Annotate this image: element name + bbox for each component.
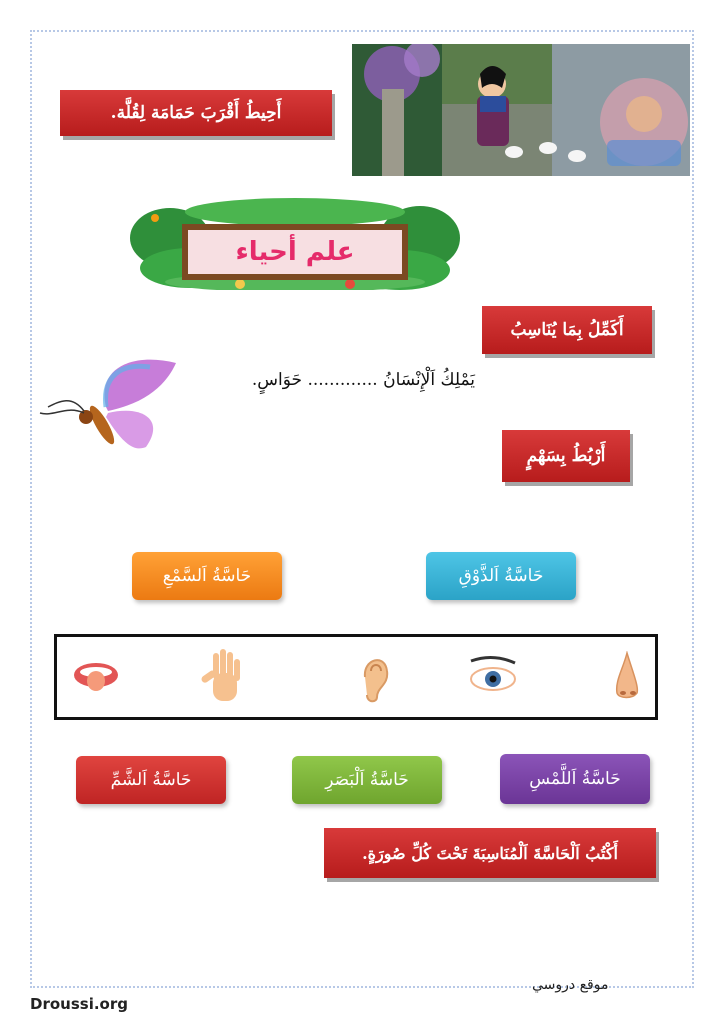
instruction-write-sense (324, 828, 656, 878)
instruction-connect-text: أَرْبُطُ بِسَهْمٍ (526, 446, 606, 466)
nose-icon[interactable] (609, 651, 643, 703)
label-smell[interactable] (76, 756, 226, 804)
sense-images-box (54, 634, 658, 720)
label-hearing[interactable] (132, 552, 282, 600)
well-scene-illustration (352, 44, 690, 176)
title-sign (130, 198, 460, 290)
instruction-connect (502, 430, 630, 482)
label-touch-text: حَاسَّةُ اَللَّمْسِ (529, 769, 621, 789)
label-sight-text: حَاسَّةُ اَلْبَصَرِ (325, 770, 409, 790)
instruction-circle-pigeon (60, 90, 332, 136)
butterfly-icon (36, 355, 186, 460)
well-scene-image (352, 44, 690, 176)
title-sign-text: علم أحياء (235, 237, 355, 267)
instruction-circle-pigeon-text: أَحِيطُ أَقْرَبَ حَمَامَة لِقُلَّة. (110, 103, 282, 123)
fill-blank-sentence: يَمْلِكُ اَلْإِنْسَانُ ............. حَوَاسٍ. (251, 370, 475, 390)
label-smell-text: حَاسَّةُ اَلشَّمِّ (110, 770, 192, 790)
label-sight[interactable] (292, 756, 442, 804)
label-taste-text: حَاسَّةُ اَلذَّوْقِ (458, 566, 544, 586)
label-touch[interactable] (500, 754, 650, 804)
hand-icon[interactable] (199, 647, 249, 707)
instruction-complete (482, 306, 652, 354)
footer-arabic: موقع دروسي (532, 977, 609, 993)
tongue-icon[interactable] (71, 657, 121, 697)
label-taste[interactable] (426, 552, 576, 600)
ear-icon[interactable] (357, 649, 391, 705)
instruction-write-sense-text: أَكْتُبُ اَلْحَاسَّةَ اَلْمُنَاسِبَةَ تَحْتَ كُلِّ صُورَةٍ. (362, 843, 618, 863)
footer-site[interactable]: Droussi.org (30, 995, 128, 1013)
instruction-complete-text: أَكَمِّلُ بِمَا يُنَاسِبُ (510, 320, 624, 340)
label-hearing-text: حَاسَّةُ اَلسَّمْعِ (162, 566, 252, 586)
eye-icon[interactable] (469, 655, 517, 695)
